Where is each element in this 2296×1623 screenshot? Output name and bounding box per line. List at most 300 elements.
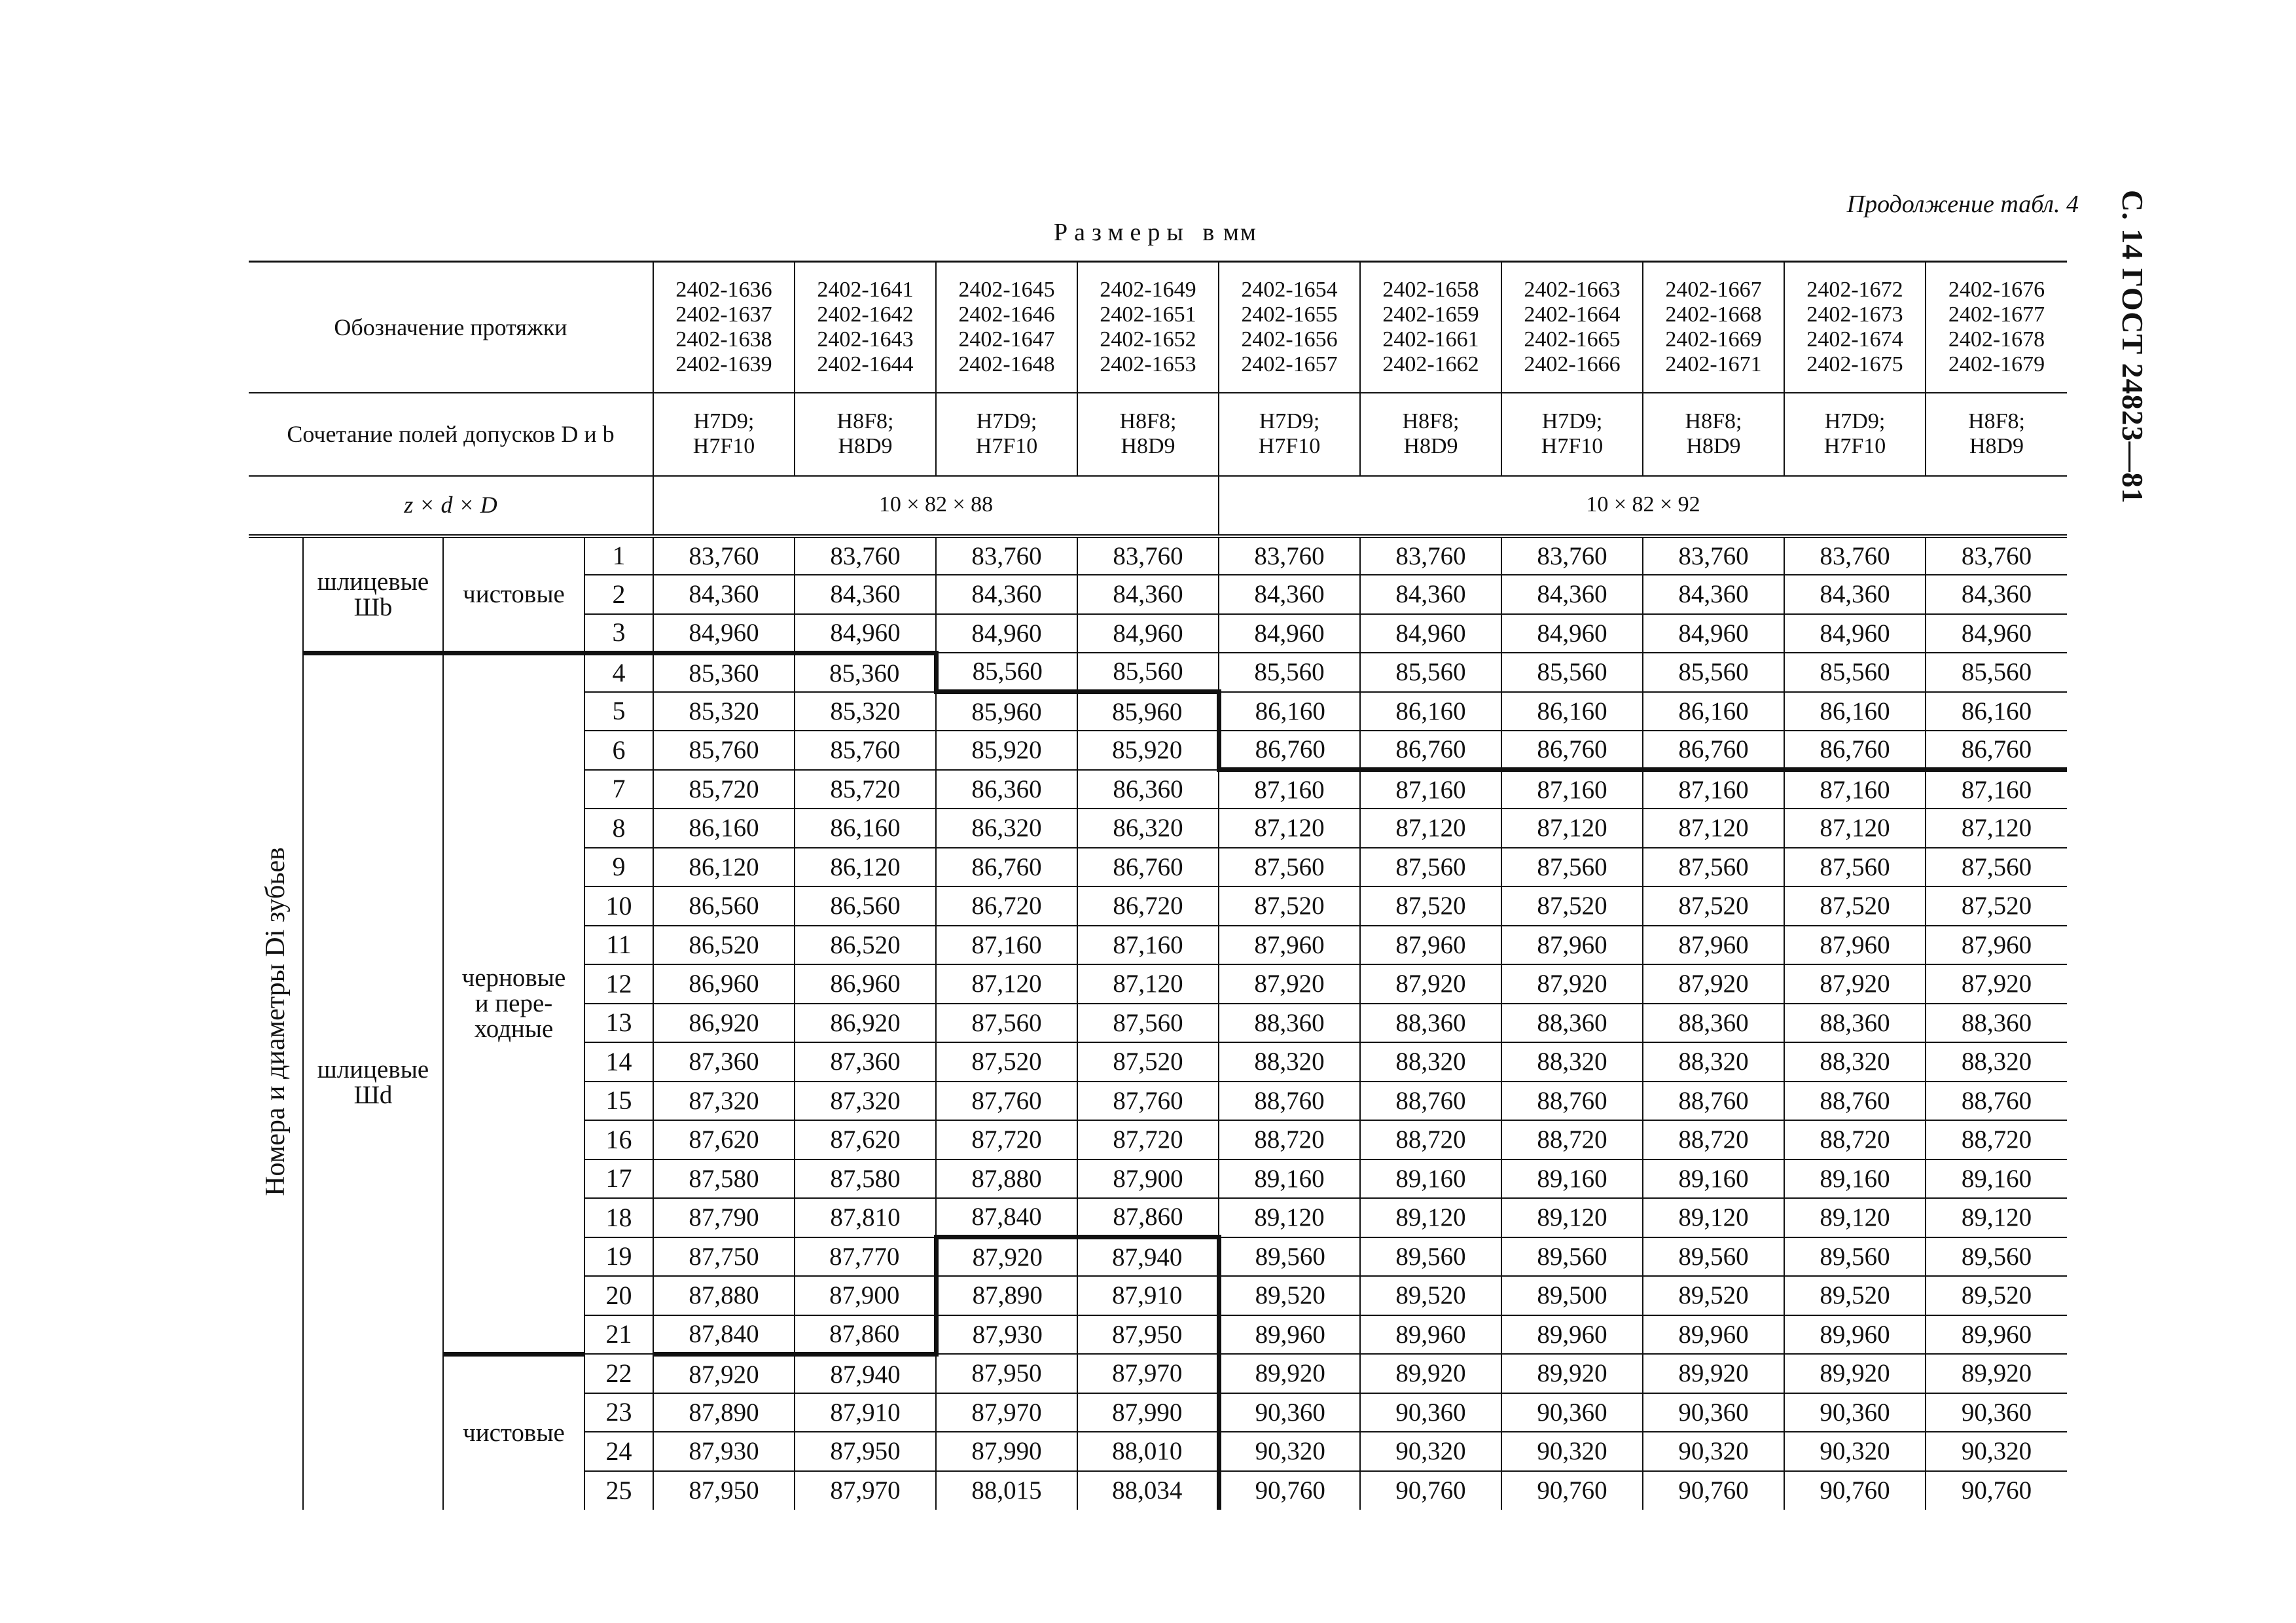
diameter-cell: 87,990: [936, 1432, 1077, 1471]
diameter-cell: 88,034: [1077, 1471, 1219, 1510]
diameter-cell: 88,320: [1501, 1042, 1643, 1082]
diameter-cell: 87,960: [1926, 926, 2067, 965]
tooth-number: 10: [584, 886, 653, 926]
diameter-cell: 87,620: [653, 1120, 795, 1159]
diameter-cell: 87,790: [653, 1198, 795, 1237]
diameter-cell: 85,560: [1219, 653, 1360, 692]
diameter-cell: 85,360: [795, 653, 936, 692]
diameter-cell: 87,960: [1784, 926, 1926, 965]
diameter-cell: 85,560: [1360, 653, 1501, 692]
diameter-cell: 83,760: [653, 536, 795, 575]
diameter-cell: 84,360: [1501, 575, 1643, 614]
diameter-cell: 89,920: [1926, 1354, 2067, 1393]
diameter-cell: 87,960: [1219, 926, 1360, 965]
tooth-number: 9: [584, 848, 653, 887]
diameter-cell: 90,320: [1360, 1432, 1501, 1471]
designation-code: 2402-1644: [817, 352, 914, 376]
designation-cell: [936, 262, 1077, 393]
diameter-cell: 87,160: [1501, 770, 1643, 809]
designation-code: 2402-1678: [1948, 327, 2045, 352]
diameter-cell: 85,760: [653, 731, 795, 770]
tolerance-value: H8D9: [1686, 434, 1741, 458]
tooth-number: 8: [584, 809, 653, 848]
designation-cell: [795, 262, 936, 393]
diameter-cell: 87,810: [795, 1198, 936, 1237]
diameter-cell: 89,160: [1784, 1159, 1926, 1199]
diameter-cell: 87,930: [936, 1315, 1077, 1355]
units-caption: [1054, 218, 1257, 247]
tolerance-value: H8D9: [1969, 434, 2024, 458]
diameter-cell: 87,940: [1077, 1237, 1219, 1277]
diameter-cell: 85,320: [795, 692, 936, 731]
diameter-cell: 84,360: [1360, 575, 1501, 614]
designation-code: 2402-1637: [675, 302, 772, 327]
diameter-cell: 88,015: [936, 1471, 1077, 1510]
diameter-cell: 90,360: [1360, 1393, 1501, 1432]
tooth-number: 5: [584, 692, 653, 731]
diameter-cell: 87,940: [795, 1354, 936, 1393]
designation-code: 2402-1667: [1665, 277, 1762, 302]
diameter-cell: 90,320: [1643, 1432, 1784, 1471]
diameter-cell: 88,720: [1926, 1120, 2067, 1159]
diameter-cell: 85,960: [936, 692, 1077, 731]
tooth-number: 6: [584, 731, 653, 770]
diameter-cell: 87,970: [1077, 1354, 1219, 1393]
diameter-cell: 83,760: [795, 536, 936, 575]
diameter-cell: 89,520: [1219, 1276, 1360, 1315]
diameter-cell: 84,960: [1501, 614, 1643, 653]
designation-code: 2402-1647: [958, 327, 1055, 352]
diameter-cell: 87,160: [1077, 926, 1219, 965]
diameter-cell: 88,320: [1360, 1042, 1501, 1082]
diameter-cell: 89,160: [1926, 1159, 2067, 1199]
diameter-cell: 87,360: [653, 1042, 795, 1082]
diameter-cell: 89,920: [1643, 1354, 1784, 1393]
designation-cell: [1926, 262, 2067, 393]
diameter-cell: 87,840: [936, 1198, 1077, 1237]
diameter-cell: 87,880: [653, 1276, 795, 1315]
diameter-cell: 90,320: [1926, 1432, 2067, 1471]
diameter-cell: 87,320: [795, 1082, 936, 1121]
diameter-cell: 87,560: [1077, 1004, 1219, 1043]
diameter-cell: 86,160: [795, 809, 936, 848]
designation-code: 2402-1666: [1524, 352, 1621, 376]
tolerance-cell: [1643, 393, 1784, 476]
diameter-cell: 83,760: [1077, 536, 1219, 575]
diameter-cell: 86,960: [795, 964, 936, 1004]
diameter-cell: 86,920: [653, 1004, 795, 1043]
diameter-cell: 88,320: [1784, 1042, 1926, 1082]
table-row: [249, 1354, 2067, 1393]
diameter-cell: 87,560: [1643, 848, 1784, 887]
diameter-cell: 83,760: [1219, 536, 1360, 575]
diameter-cell: 89,120: [1360, 1198, 1501, 1237]
diameter-cell: 83,760: [1926, 536, 2067, 575]
diameter-cell: 86,520: [653, 926, 795, 965]
diameter-cell: 87,760: [1077, 1082, 1219, 1121]
diameter-cell: 88,720: [1219, 1120, 1360, 1159]
diameter-cell: 83,760: [1501, 536, 1643, 575]
diameter-cell: 89,960: [1501, 1315, 1643, 1355]
diameter-cell: 87,970: [936, 1393, 1077, 1432]
diameter-cell: 89,120: [1784, 1198, 1926, 1237]
diameter-cell: 87,120: [1926, 809, 2067, 848]
diameter-cell: 86,520: [795, 926, 936, 965]
diameter-cell: 86,760: [1643, 731, 1784, 770]
size-group-88: 10 × 82 × 88: [653, 476, 1219, 536]
diameter-cell: 85,320: [653, 692, 795, 731]
designation-cell: [1501, 262, 1643, 393]
tolerance-value: H8D9: [1121, 434, 1175, 458]
group-splined-b: [303, 536, 443, 653]
diameter-cell: 89,120: [1219, 1198, 1360, 1237]
tolerance-value: H8D9: [838, 434, 893, 458]
designation-code: 2402-1671: [1665, 352, 1762, 376]
designation-cell: [653, 262, 795, 393]
continuation-note: Продолжение табл. 4: [1846, 191, 2079, 218]
diameter-cell: 87,560: [1784, 848, 1926, 887]
diameter-cell: 90,360: [1501, 1393, 1643, 1432]
tolerance-value: H8F8;: [1119, 409, 1177, 433]
diameter-cell: 89,160: [1643, 1159, 1784, 1199]
designation-code: 2402-1652: [1100, 327, 1196, 352]
diameter-cell: 88,360: [1501, 1004, 1643, 1043]
diameter-cell: 88,760: [1501, 1082, 1643, 1121]
diameter-cell: 88,320: [1219, 1042, 1360, 1082]
diameter-cell: 87,950: [1077, 1315, 1219, 1355]
tooth-number: 15: [584, 1082, 653, 1121]
diameter-cell: 85,560: [1784, 653, 1926, 692]
diameter-cell: 86,760: [1077, 848, 1219, 887]
diameter-cell: 87,520: [1643, 886, 1784, 926]
diameter-cell: 89,920: [1360, 1354, 1501, 1393]
tolerance-cell: [1501, 393, 1643, 476]
diameter-cell: 89,520: [1643, 1276, 1784, 1315]
diameter-cell: 84,960: [1643, 614, 1784, 653]
tolerance-value: H8D9: [1403, 434, 1458, 458]
diameter-cell: 87,720: [936, 1120, 1077, 1159]
diameter-cell: 87,920: [653, 1354, 795, 1393]
diameter-cell: 83,760: [936, 536, 1077, 575]
table-row: [249, 536, 2067, 575]
diameter-cell: 85,960: [1077, 692, 1219, 731]
diameter-cell: 87,750: [653, 1237, 795, 1277]
diameter-cell: 88,720: [1784, 1120, 1926, 1159]
tolerance-value: H7F10: [975, 434, 1038, 458]
diameter-cell: 87,560: [1501, 848, 1643, 887]
tolerance-cell: [1926, 393, 2067, 476]
size-group-92: 10 × 82 × 92: [1219, 476, 2067, 536]
diameter-cell: 87,720: [1077, 1120, 1219, 1159]
designation-code: 2402-1636: [675, 277, 772, 302]
designation-code: 2402-1661: [1382, 327, 1479, 352]
designation-code: 2402-1655: [1241, 302, 1338, 327]
tooth-number: 18: [584, 1198, 653, 1237]
diameter-cell: 84,360: [1784, 575, 1926, 614]
diameter-cell: 87,950: [795, 1432, 936, 1471]
units-word: Размеры: [1054, 219, 1190, 246]
diameter-cell: 87,120: [1077, 964, 1219, 1004]
diameter-cell: 87,920: [1219, 964, 1360, 1004]
designation-code: 2402-1658: [1382, 277, 1479, 302]
diameter-cell: 87,920: [1360, 964, 1501, 1004]
diameter-cell: 84,960: [936, 614, 1077, 653]
diameter-cell: 87,160: [1784, 770, 1926, 809]
diameter-cell: 90,760: [1501, 1471, 1643, 1510]
diameter-cell: 86,160: [1784, 692, 1926, 731]
diameter-cell: 85,720: [653, 770, 795, 809]
diameter-cell: 85,920: [1077, 731, 1219, 770]
diameter-cell: 89,920: [1219, 1354, 1360, 1393]
diameter-cell: 88,720: [1360, 1120, 1501, 1159]
diameter-cell: 89,560: [1926, 1237, 2067, 1277]
tolerance-value: H7D9;: [1541, 409, 1603, 433]
broach-dimensions-table: [249, 261, 2067, 1510]
diameter-cell: 84,960: [1926, 614, 2067, 653]
diameter-cell: 84,960: [1360, 614, 1501, 653]
diameter-cell: 86,760: [1219, 731, 1360, 770]
diameter-cell: 87,920: [936, 1237, 1077, 1277]
diameter-cell: 86,160: [1219, 692, 1360, 731]
diameter-cell: 87,160: [1643, 770, 1784, 809]
diameter-cell: 85,720: [795, 770, 936, 809]
diameter-cell: 84,960: [1784, 614, 1926, 653]
diameter-cell: 87,120: [936, 964, 1077, 1004]
diameter-cell: 83,760: [1643, 536, 1784, 575]
diameter-cell: 87,580: [795, 1159, 936, 1199]
diameter-cell: 86,560: [653, 886, 795, 926]
diameter-cell: 87,920: [1501, 964, 1643, 1004]
diameter-cell: 86,760: [936, 848, 1077, 887]
tolerance-value: H8F8;: [1968, 409, 2025, 433]
diameter-cell: 89,120: [1926, 1198, 2067, 1237]
diameter-cell: 85,560: [1926, 653, 2067, 692]
designation-code: 2402-1677: [1948, 302, 2045, 327]
roughing-line: ходные: [474, 1015, 554, 1043]
diameter-cell: 89,920: [1501, 1354, 1643, 1393]
diameter-cell: 84,360: [653, 575, 795, 614]
diameter-cell: 89,560: [1643, 1237, 1784, 1277]
diameter-cell: 87,120: [1643, 809, 1784, 848]
designation-code: 2402-1641: [817, 277, 914, 302]
diameter-cell: 84,960: [1077, 614, 1219, 653]
tolerance-value: H7D9;: [976, 409, 1037, 433]
diameter-cell: 89,500: [1501, 1276, 1643, 1315]
diameter-cell: 86,760: [1926, 731, 2067, 770]
diameter-cell: 89,160: [1219, 1159, 1360, 1199]
tooth-number: 25: [584, 1471, 653, 1510]
tooth-number: 14: [584, 1042, 653, 1082]
designation-code: 2402-1663: [1524, 277, 1621, 302]
diameter-cell: 85,560: [936, 653, 1077, 692]
tooth-number: 24: [584, 1432, 653, 1471]
designation-code: 2402-1668: [1665, 302, 1762, 327]
diameter-cell: 83,760: [1784, 536, 1926, 575]
diameter-cell: 90,360: [1926, 1393, 2067, 1432]
diameter-cell: 86,120: [653, 848, 795, 887]
diameter-cell: 87,960: [1501, 926, 1643, 965]
group-splined-d: [303, 653, 443, 1510]
diameter-cell: 87,990: [1077, 1393, 1219, 1432]
diameter-cell: 87,520: [1784, 886, 1926, 926]
diameter-cell: 87,560: [1360, 848, 1501, 887]
diameter-cell: 84,360: [1926, 575, 2067, 614]
designation-code: 2402-1664: [1524, 302, 1621, 327]
tolerance-value: H7F10: [1823, 434, 1886, 458]
diameter-cell: 88,360: [1219, 1004, 1360, 1043]
diameter-cell: 87,950: [936, 1354, 1077, 1393]
designation-code: 2402-1656: [1241, 327, 1338, 352]
designation-code: 2402-1672: [1806, 277, 1903, 302]
diameter-cell: 87,970: [795, 1471, 936, 1510]
tooth-number: 16: [584, 1120, 653, 1159]
diameter-cell: 84,360: [1077, 575, 1219, 614]
diameter-cell: 89,560: [1501, 1237, 1643, 1277]
diameter-cell: 90,320: [1784, 1432, 1926, 1471]
tooth-number: 2: [584, 575, 653, 614]
designation-cell: [1219, 262, 1360, 393]
diameter-cell: 89,160: [1360, 1159, 1501, 1199]
diameter-cell: 89,960: [1360, 1315, 1501, 1355]
diameter-cell: 86,760: [1501, 731, 1643, 770]
group-d-line1: шлицевые: [317, 1055, 429, 1084]
tooth-number: 17: [584, 1159, 653, 1199]
tolerance-value: H7D9;: [1824, 409, 1886, 433]
tolerance-cell: [1219, 393, 1360, 476]
designation-code: 2402-1653: [1100, 352, 1196, 376]
tooth-number: 4: [584, 653, 653, 692]
tolerance-cell: [795, 393, 936, 476]
tolerance-value: H8F8;: [836, 409, 894, 433]
group-b-line1: шлицевые: [317, 567, 429, 596]
diameter-cell: 87,320: [653, 1082, 795, 1121]
diameter-cell: 86,160: [1360, 692, 1501, 731]
diameter-cell: 87,880: [936, 1159, 1077, 1199]
diameter-cell: 85,920: [936, 731, 1077, 770]
designation-code: 2402-1675: [1806, 352, 1903, 376]
diameter-cell: 89,160: [1501, 1159, 1643, 1199]
diameter-cell: 87,860: [1077, 1198, 1219, 1237]
tooth-number: 23: [584, 1393, 653, 1432]
diameter-cell: 89,520: [1360, 1276, 1501, 1315]
diameter-cell: 90,360: [1784, 1393, 1926, 1432]
diameter-cell: 89,120: [1643, 1198, 1784, 1237]
diameter-cell: 85,560: [1643, 653, 1784, 692]
diameter-cell: 89,560: [1784, 1237, 1926, 1277]
diameter-cell: 87,160: [1926, 770, 2067, 809]
diameter-cell: 89,520: [1926, 1276, 2067, 1315]
roughing-line: и пере-: [475, 989, 553, 1017]
diameter-cell: 86,760: [1360, 731, 1501, 770]
diameter-cell: 86,160: [1643, 692, 1784, 731]
designation-code: 2402-1643: [817, 327, 914, 352]
diameter-cell: 87,950: [653, 1471, 795, 1510]
diameter-cell: 89,960: [1643, 1315, 1784, 1355]
diameter-cell: 86,360: [936, 770, 1077, 809]
diameter-cell: 86,720: [1077, 886, 1219, 926]
diameter-cell: 90,360: [1219, 1393, 1360, 1432]
diameter-cell: 86,360: [1077, 770, 1219, 809]
tolerance-value: H8F8;: [1402, 409, 1460, 433]
diameter-cell: 87,160: [1360, 770, 1501, 809]
diameter-cell: 90,760: [1926, 1471, 2067, 1510]
diameter-cell: 89,960: [1926, 1315, 2067, 1355]
diameter-cell: 88,320: [1926, 1042, 2067, 1082]
group-d-line2: Шd: [353, 1081, 393, 1110]
tolerance-value: H8F8;: [1685, 409, 1742, 433]
diameter-cell: 87,620: [795, 1120, 936, 1159]
diameter-cell: 86,160: [653, 809, 795, 848]
header-row-size: [249, 476, 2067, 536]
diameter-cell: 87,910: [1077, 1276, 1219, 1315]
tolerance-value: H7F10: [1258, 434, 1321, 458]
diameter-cell: 90,760: [1643, 1471, 1784, 1510]
diameter-cell: 89,520: [1784, 1276, 1926, 1315]
designation-code: 2402-1673: [1806, 302, 1903, 327]
designation-code: 2402-1642: [817, 302, 914, 327]
diameter-cell: 88,760: [1926, 1082, 2067, 1121]
tolerance-cell: [1077, 393, 1219, 476]
designation-cell: [1643, 262, 1784, 393]
designation-code: 2402-1659: [1382, 302, 1479, 327]
designation-code: 2402-1645: [958, 277, 1055, 302]
tooth-number: 1: [584, 536, 653, 575]
designation-code: 2402-1648: [958, 352, 1055, 376]
diameter-cell: 90,320: [1219, 1432, 1360, 1471]
diameter-cell: 87,580: [653, 1159, 795, 1199]
diameter-cell: 86,760: [1784, 731, 1926, 770]
diameter-cell: 84,360: [1219, 575, 1360, 614]
designation-cell: [1077, 262, 1219, 393]
diameter-cell: 83,760: [1360, 536, 1501, 575]
tooth-number: 12: [584, 964, 653, 1004]
header-row-tolerance: [249, 393, 2067, 476]
diameter-cell: 89,560: [1219, 1237, 1360, 1277]
designation-code: 2402-1674: [1806, 327, 1903, 352]
diameter-cell: 84,960: [1219, 614, 1360, 653]
diameter-cell: 87,890: [936, 1276, 1077, 1315]
tooth-number: 7: [584, 770, 653, 809]
tolerance-cell: [1360, 393, 1501, 476]
diameter-cell: 87,960: [1360, 926, 1501, 965]
diameter-cell: 86,120: [795, 848, 936, 887]
diameter-cell: 87,910: [795, 1393, 936, 1432]
designation-code: 2402-1665: [1524, 327, 1621, 352]
diameter-cell: 84,360: [936, 575, 1077, 614]
diameter-cell: 87,520: [1501, 886, 1643, 926]
diameter-cell: 88,760: [1360, 1082, 1501, 1121]
diameter-cell: 89,920: [1784, 1354, 1926, 1393]
diameter-cell: 87,520: [1219, 886, 1360, 926]
diameter-cell: 84,960: [795, 614, 936, 653]
diameter-cell: 88,010: [1077, 1432, 1219, 1471]
finishing-label-1: чистовые: [443, 536, 584, 653]
diameter-cell: 87,890: [653, 1393, 795, 1432]
designation-label: Обозначение протяжки: [249, 262, 653, 393]
diameter-cell: 87,900: [795, 1276, 936, 1315]
diameter-cell: 87,960: [1643, 926, 1784, 965]
diameter-cell: 90,760: [1360, 1471, 1501, 1510]
tooth-number: 19: [584, 1237, 653, 1277]
diameter-cell: 89,560: [1360, 1237, 1501, 1277]
tolerance-cell: [653, 393, 795, 476]
diameter-cell: 86,560: [795, 886, 936, 926]
designation-code: 2402-1649: [1100, 277, 1196, 302]
zdD-label: z × d × D: [249, 476, 653, 536]
diameter-cell: 89,960: [1784, 1315, 1926, 1355]
diameter-cell: 87,160: [1219, 770, 1360, 809]
diameter-cell: 86,320: [1077, 809, 1219, 848]
